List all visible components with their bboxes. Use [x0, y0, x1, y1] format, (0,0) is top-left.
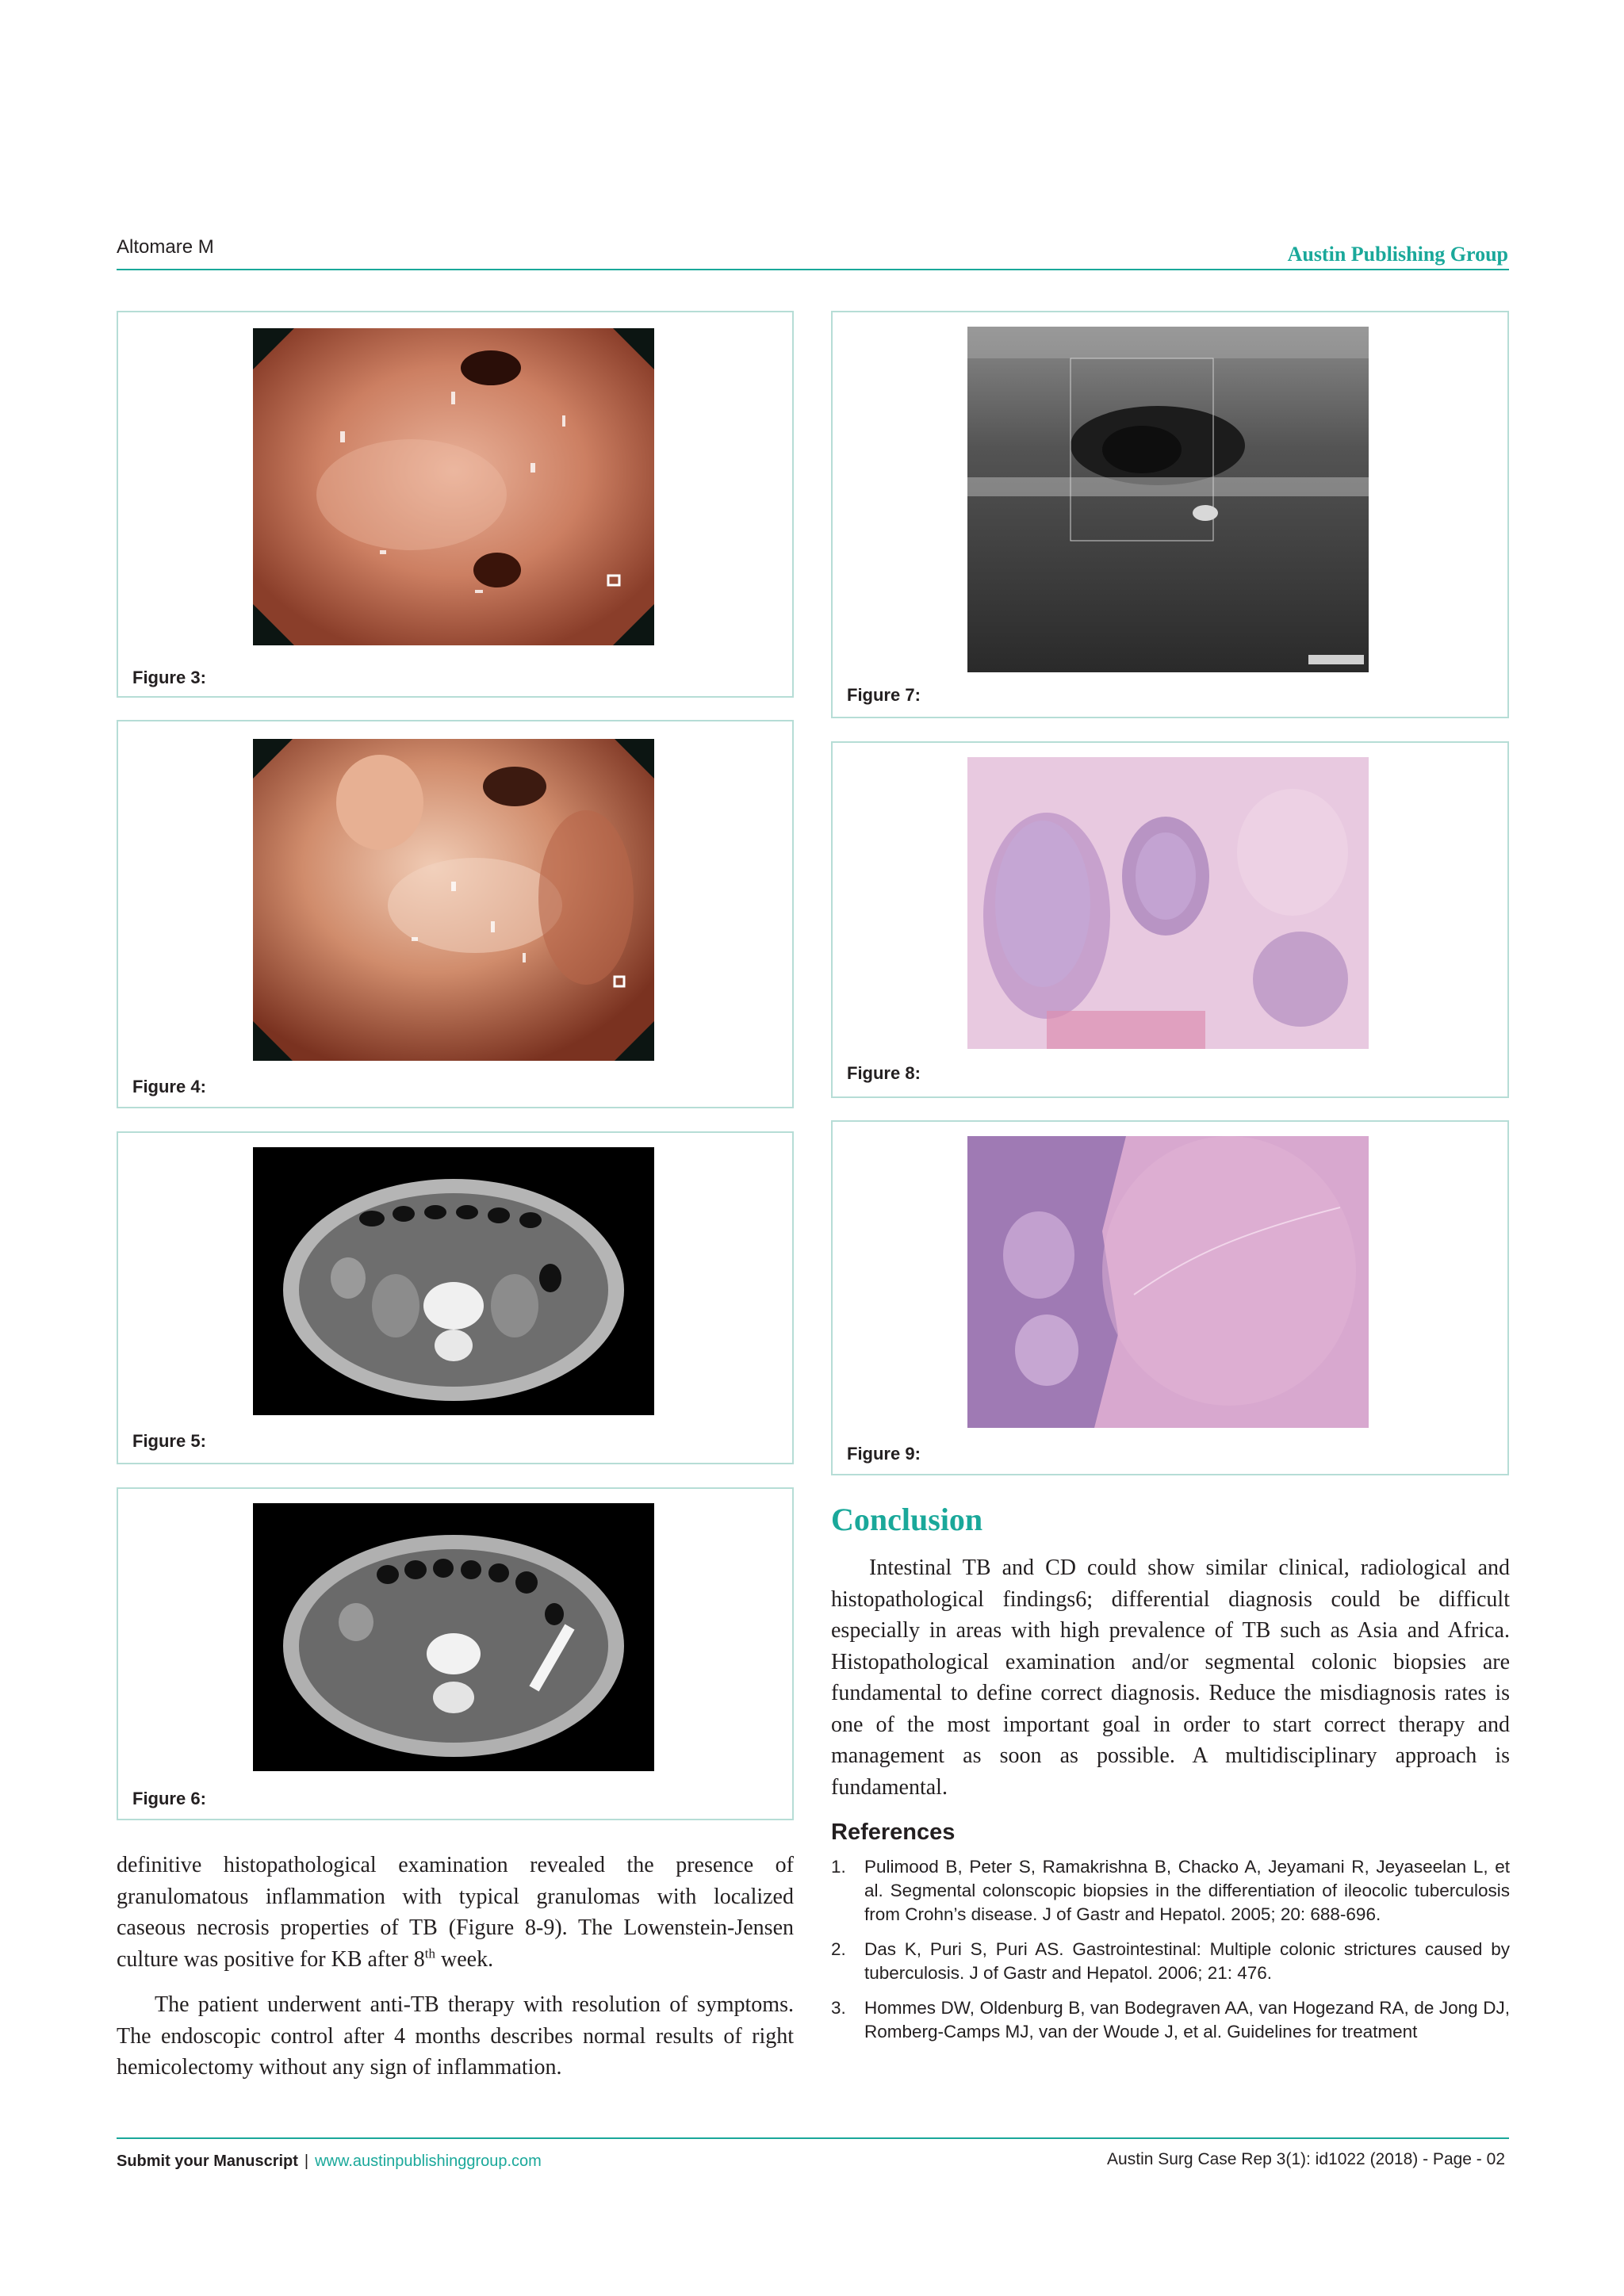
- publisher-name: Austin Publishing Group: [1287, 243, 1508, 266]
- footer-separator: |: [304, 2152, 309, 2170]
- figure-5: [117, 1131, 794, 1464]
- reference-list: [831, 1855, 1510, 2055]
- submit-manuscript-link[interactable]: Submit your Manuscript: [117, 2152, 298, 2170]
- figure-8-image: [967, 757, 1369, 1049]
- figure-5-caption: Figure 5:: [132, 1431, 206, 1451]
- body-paragraph-2: The patient underwent anti-TB therapy with resolution of symptoms. The endoscopic control after 4 months describes normal results of right hemicolectomy without any sign of inflammation.: [117, 1992, 794, 2080]
- figure-8: [831, 741, 1509, 1098]
- reference-text: Das K, Puri S, Puri AS. Gastrointestinal: Multiple colonic strictures caused by tuberculosis. J of Gastr and Hepatol. 2006; 21: 476.: [864, 1939, 1510, 1983]
- figure-9-caption: Figure 9:: [847, 1444, 921, 1464]
- superscript-th: th: [424, 1946, 436, 1961]
- figure-6: [117, 1487, 794, 1820]
- running-head-author: Altomare M: [117, 236, 214, 258]
- conclusion-heading: Conclusion: [831, 1502, 983, 1537]
- figure-4-image: [253, 739, 654, 1061]
- header-rule: [117, 269, 1509, 270]
- figure-8-caption: Figure 8:: [847, 1063, 921, 1083]
- figure-6-image: [253, 1503, 654, 1771]
- reference-item: [831, 1938, 1510, 1985]
- body-paragraph-1-text: definitive histopathological examination revealed the presence of granulomatous inflammation with typical granulomas with localized caseous necrosis properties of TB (Figure 8-9). The Lowenstein-Jensen culture was positive for KB after 8: [117, 1853, 794, 1972]
- conclusion-paragraph: Intestinal TB and CD could show similar clinical, radiological and histopathological findings6; differential diagnosis could be difficult especially in areas with high prevalence of TB such as Asia and Africa. Histopathological examination and/or segmental colonic biopsies are fundamental to define correct diagnosis. Reduce the misdiagnosis rates is one of the most important goal in order to start correct therapy and management as soon as possible. A multidisciplinary approach is fundamental.: [831, 1556, 1510, 1800]
- figure-7: [831, 311, 1509, 718]
- reference-number: 2.: [831, 1939, 846, 1959]
- figure-3: [117, 311, 794, 698]
- footer-left: [117, 2152, 542, 2171]
- figure-3-caption: Figure 3:: [132, 668, 206, 687]
- figure-7-caption: Figure 7:: [847, 685, 921, 705]
- figure-9-image: [967, 1136, 1369, 1428]
- figure-7-image: [967, 327, 1369, 672]
- reference-number: 3.: [831, 1998, 846, 2018]
- reference-item: [831, 1996, 1510, 2044]
- figure-6-caption: Figure 6:: [132, 1789, 206, 1808]
- figure-9: [831, 1120, 1509, 1475]
- body-paragraph-1: [117, 1850, 794, 1975]
- website-link[interactable]: www.austinpublishinggroup.com: [315, 2152, 542, 2170]
- figure-5-image: [253, 1147, 654, 1415]
- figure-3-image: [253, 328, 654, 645]
- figure-4-caption: Figure 4:: [132, 1077, 206, 1096]
- footer-citation: Austin Surg Case Rep 3(1): id1022 (2018) - Page - 02: [1107, 2150, 1505, 2168]
- references-heading: References: [831, 1820, 956, 1845]
- reference-item: [831, 1855, 1510, 1927]
- body-paragraph-1-end: week.: [435, 1946, 494, 1972]
- reference-number: 1.: [831, 1857, 846, 1877]
- reference-text: Hommes DW, Oldenburg B, van Bodegraven AA, van Hogezand RA, de Jong DJ, Romberg-Camps MJ, van der Woude J, et al. Guidelines for treatment: [864, 1998, 1510, 2042]
- figure-4: [117, 720, 794, 1108]
- footer-rule: [117, 2137, 1509, 2139]
- reference-text: Pulimood B, Peter S, Ramakrishna B, Chacko A, Jeyamani R, Jeyaseelan L, et al. Segmental colonscopic biopsies in the differentiation of ileocolic tuberculosis from Crohn’s disease. J of Gastr and Hepatol. 2005; 20: 688-696.: [864, 1857, 1510, 1924]
